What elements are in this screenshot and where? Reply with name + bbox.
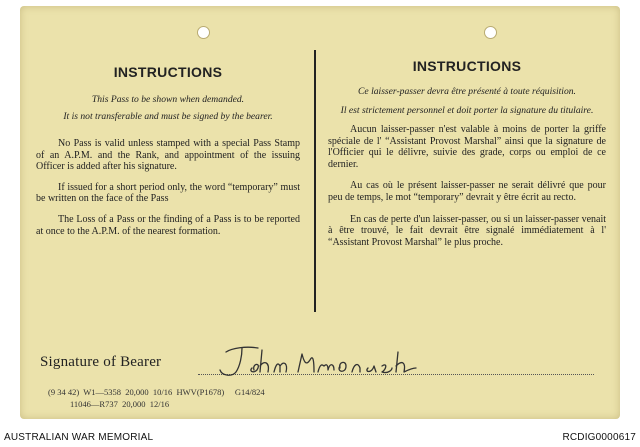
punch-hole-left: [197, 26, 210, 39]
french-paragraph-1: Aucun laisser-passer n'est valable à moins de porter la griffe spéciale de l' “Assistant Provost Marshal” ainsi que la signature de l'Officier qui le délivre, suivie des grade, corps ou emploi de ce dernier.: [328, 124, 606, 170]
handwritten-signature: [212, 342, 512, 382]
archive-org-name: AUSTRALIAN WAR MEMORIAL: [4, 432, 154, 443]
signature-label: Signature of Bearer: [40, 354, 162, 370]
english-heading: INSTRUCTIONS: [113, 64, 223, 80]
printer-imprint-line-2: 11046—R737 20,000 12/16: [70, 399, 170, 409]
english-paragraph-2: If issued for a short period only, the word “temporary” must be written on the face of the Pass: [36, 181, 300, 205]
column-divider: [314, 50, 316, 312]
archive-footer: [0, 430, 640, 447]
english-italic-note-1: This Pass to be shown when demanded.: [91, 94, 245, 105]
english-italic-note-2: It is not transferable and must be signed by the bearer.: [63, 111, 273, 122]
english-paragraph-1: No Pass is valid unless stamped with a special Pass Stamp of an A.P.M. and the Rank, and appointment of the issuing Officer is added after his signature.: [36, 138, 300, 173]
french-instructions: [328, 58, 606, 258]
punch-hole-right: [484, 26, 497, 39]
french-paragraph-3: En cas de perte d'un laisser-passer, ou si un laisser-passer venait à être trouvé, le fait devrait être signalé immédiatement à l' “Assistant Provost Marshal” le plus proche.: [328, 213, 606, 248]
signature-row: [40, 350, 600, 378]
archive-identifier: RCDIG0000617: [562, 432, 636, 443]
english-paragraph-3: The Loss of a Pass or the finding of a Pass is to be reported at once to the A.P.M. of the nearest formation.: [36, 213, 300, 237]
printer-imprint-line-1: (9 34 42) W1—5358 20,000 10/16 HWV(P1678) G14/824: [48, 387, 265, 397]
french-paragraph-2: Au cas où le présent laisser-passer ne serait délivré que pour peu de temps, le mot “temporary” devrait y être écrit au recto.: [328, 180, 606, 203]
printer-imprint: [48, 386, 265, 410]
french-italic-note-2: Il est strictement personnel et doit porter la signature du titulaire.: [340, 105, 594, 116]
english-instructions: [36, 64, 300, 246]
pass-card: [20, 6, 620, 419]
french-italic-note-1: Ce laisser-passer devra être présenté à toute réquisition.: [358, 86, 576, 97]
french-heading: INSTRUCTIONS: [412, 58, 522, 74]
